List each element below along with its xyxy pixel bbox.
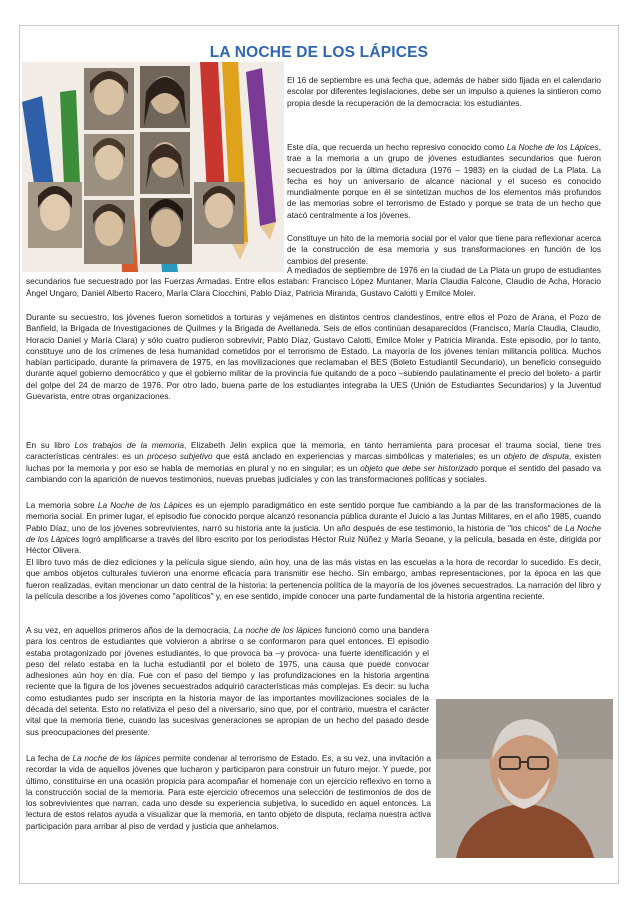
detention-paragraph: Durante su secuestro, los jóvenes fueron sometidos a torturas y vejámenes en distintos centros clandestinos, entre ellos el Pozo de Arana, el Pozo de Banfield, la Brigada de Investigaciones de Quilmes y la Brigada de Avellaneda. Seis de ellos continúan desaparecidos (Francisco, María Claudia, Claudio, Horacio Daniel y María Clara) y sólo cuatro pudieron sobrevivir, Pablo Díaz, Gustavo Calotti, Emilce Moler y Patricia Miranda. Este episodio, por lo tanto, constituye uno de los crímenes de lesa humanidad cometidos por el terrorismo de Estado. La mayoría de los jóvenes tenían militancia política. Muchos habían participado, durante la primavera de 1975, en las movilizaciones que reclamaban el BES (Boleto Estudiantil Secundario), un beneficio conseguido durante aquel gobierno democrático y que el gobierno militar de la provincia fue quitando de a poco –subiendo paulatinamente el precio del boleto- a partir del golpe del 24 de marzo de 1976. Por otro lado, buena parte de los estudiantes integraba la UES (Unión de Estudiantes Secundarios) y la Juventud Guevarista, entre otras organizaciones. — [26, 312, 601, 402]
kidnapping-paragraph: A mediados de septiembre de 1976 en la ciudad de La Plata un grupo de estudiantes secundarios fue secuestrado por las Fuerzas Armadas. Entre ellos estaban: Francisco López Muntaner, María Claudia Falcone, Claudio de Acha, Horacio Ángel Ungaro, Daniel Alberto Racero, María Clara Ciocchini, Pablo Díaz, Patricia Miranda, Gustavo Calotti y Emilce Moler. — [26, 265, 601, 298]
portrait-wrap-spacer — [429, 699, 601, 789]
page-title: LA NOCHE DE LOS LÁPICES — [209, 44, 429, 61]
paradigm-paragraph: La memoria sobre La Noche de los Lápices es un ejemplo paradigmático en este sentido porque fue cambiando a la par de las transformaciones de la memoria social. En primer lugar, el episodio fue conocido porque alcanzó resonancia pública durante el Juicio a las Juntas Militares, en el año 1985, cuando Pablo Díaz, uno de los jóvenes sobrevivientes, narró su historia ante la justicia. Un año después de ese testimonio, la historia de "los chicos" de La Noche de los Lápices logró amplificarse a través del libro escrito por los periodistas Héctor Ruiz Núñez y María Seoane, y la película, basada en éste, dirigida por Héctor Olivera. — [26, 500, 602, 556]
jelin-paragraph: En su libro Los trabajos de la memoria, Elizabeth Jelin explica que la memoria, en tanto herramienta para procesar el trauma social, tiene tres características centrales: es un proceso subjetivo que está anclado en experiencias y marcas simbólicas y materiales; es un objeto de disputa, existen luchas por la memoria y por eso se habla de memorias en plural y no en singular; es un objeto que debe ser historizado porque el sentido del pasado va cambiando con la aparición de nuevos testimonios, nuevas pruebas judiciales y con las transformaciones políticas y sociales. — [26, 440, 602, 484]
event-paragraph: Este día, que recuerda un hecho represivo conocido como La Noche de los Lápices, trae a la memoria a un grupo de jóvenes estudiantes secundarios que fueron secuestrados por la última dictadura (1976 – 1983) en la ciudad de La Plata. La fecha es hoy un aniversario de alcance nacional y el suceso es conocido mundialmente porque en él se sintetizan muchos de los elementos más profundos de las memorias sobre el terrorismo de Estado y porque se trata de un hecho que atacó centralmente a los jóvenes. — [287, 142, 601, 220]
student-portraits-collage-image — [22, 62, 284, 272]
memory-milestone-paragraph: Constituye un hito de la memoria social por el valor que tiene para reflexionar acerca de la construcción de esa memoria y sus transformaciones en función de los cambios del presente. — [287, 233, 601, 266]
intro-paragraph: El 16 de septiembre es una fecha que, además de haber sido fijada en el calendario escolar por diferentes legislaciones, debe ser un impulso a quienes la sintieron como propia desde la recuperación de la democracia: los estudiantes. — [287, 75, 601, 108]
book-film-paragraph: El libro tuvo más de diez ediciones y la película sigue siendo, aún hoy, una de las más vistas en las escuelas a la hora de recordar lo sucedido. Es decir, que ambos objetos culturales tuvieron una enorme eficacia para transmitir ese hecho. Sin embargo, ambas representaciones, por la época en las que fueron realizadas, evitan mencionar un dato central de la historia: la pertenencia política de la mayoría de los jóvenes secuestrados. La narración del libro y la película describe a los jóvenes como "apolíticos" y, en ese sentido, impide conocer una parte fundamental de la historia argentina reciente. — [26, 557, 601, 601]
closing-paragraph: La fecha de La noche de los lápices permite condenar al terrorismo de Estado. Es, a su vez, una invitación a recordar la vida de aquellos jóvenes que lucharon y participaron para construir un futuro mejor. Y puede, por último, constituirse en una ocasión propicia para acompañar el homenaje con un ejercicio reflexivo en torno a la construcción social de la memoria. Para este ejercicio ofrecemos una selección de testimonios de dos de los sobrevivientes que narran, cada uno desde su experiencia subjetiva, lo sucedido en aquel entonces. La lectura de estos relatos ayuda a visualizar que la memoria, en tanto objeto de disputa, reclama nuestra activa participación para arribar al piso de verdad y justicia que anhelamos. — [26, 753, 432, 831]
democracy-paragraph: A su vez, en aquellos primeros años de la democracia, La noche de los lápices funcionó como una bandera para los centros de estudiantes que volvieron a abrirse o se conformaron para quel entonces. El episodio estaba protagonizado por jóvenes estudiantes, lo que provoca ba –y provoca- una fuerte identificación y el peso del relato estaba en la lucha estudiantil por el boleto de 1975, una causa que puede convocar adhesiones aún hoy en día. Fue con el paso del tiempo y las profundizaciones en la historia argentina reciente que la figura de los jóvenes secuestrados adquirió características más complejas. Es decir: su lucha como estudiantes pudo ser inscripta en la historia mayor de las importantes movilizaciones sociales de la década del setenta. Esto no relativiza el peso del a niversario, sino que, por el contrario, muestra el carácter vital que la memoria tiene, cuando las sucesivas generaciones se apropian de un hecho del pasado desde sus preocupaciones del presente. — [26, 625, 601, 789]
